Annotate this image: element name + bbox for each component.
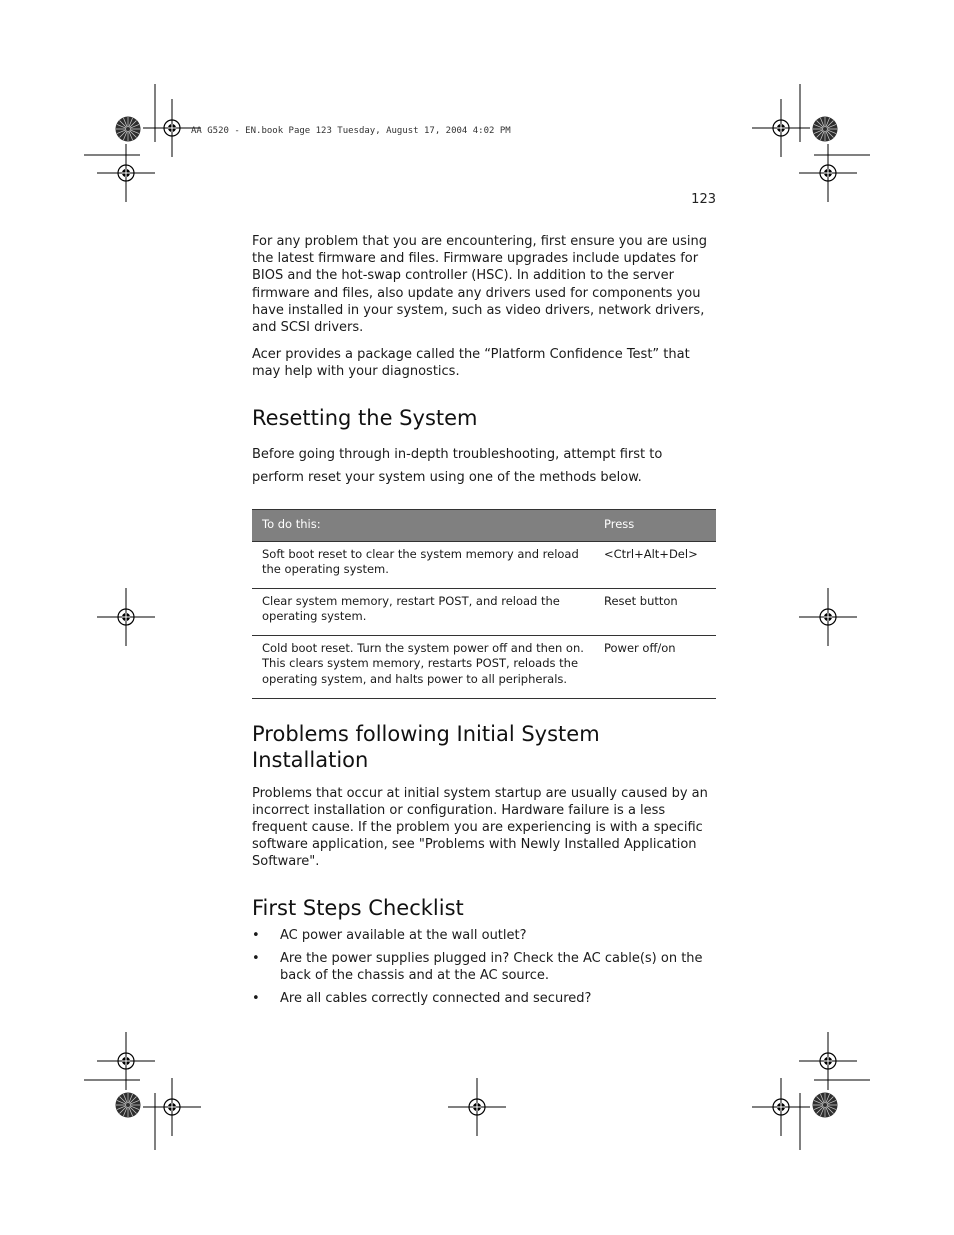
column-header-press: Press xyxy=(598,509,716,541)
page-number: 123 xyxy=(691,192,716,207)
list-item-text: Are the power supplies plugged in? Check the AC cable(s) on the back of the chassis and at the AC source. xyxy=(280,950,703,984)
reset-methods-table xyxy=(252,509,716,699)
list-item xyxy=(252,990,716,1007)
problems-paragraph: Problems that occur at initial system startup are usually caused by an incorrect installation or configuration. Hardware failure is a less frequent cause. If the problem you are experiencing is with a specific software application, see "Problems with Newly Installed Application Software". xyxy=(252,785,708,870)
bullet-glyph: • xyxy=(252,927,260,943)
page-content xyxy=(252,233,716,1013)
intro-paragraph-2: Acer provides a package called the “Platform Confidence Test” that may help with your diagnostics. xyxy=(252,347,690,380)
table-cell-action: Clear system memory, restart POST, and reload the operating system. xyxy=(252,588,598,635)
heading-resetting-system: Resetting the System xyxy=(252,405,478,430)
list-item xyxy=(252,950,716,984)
table-row xyxy=(252,588,716,635)
list-item-text: Are all cables correctly connected and secured? xyxy=(280,991,592,1007)
list-item xyxy=(252,927,716,944)
table-cell-press: <Ctrl+Alt+Del> xyxy=(598,541,716,588)
table-row xyxy=(252,635,716,698)
bullet-glyph: • xyxy=(252,991,260,1007)
table-cell-press: Power off/on xyxy=(598,635,716,698)
column-header-action: To do this: xyxy=(252,509,598,541)
table-cell-press: Reset button xyxy=(598,588,716,635)
first-steps-checklist xyxy=(252,927,716,1008)
table-cell-action: Cold boot reset. Turn the system power off and then on. This clears system memory, restarts POST, reloads the operating system, and halts power to all peripherals. xyxy=(252,635,598,698)
table-cell-action: Soft boot reset to clear the system memory and reload the operating system. xyxy=(252,541,598,588)
heading-first-steps: First Steps Checklist xyxy=(252,895,464,920)
print-slug: AA G520 - EN.book Page 123 Tuesday, August 17, 2004 4:02 PM xyxy=(191,126,511,136)
list-item-text: AC power available at the wall outlet? xyxy=(280,927,527,943)
heading-problems-installation: Problems following Initial System Installation xyxy=(252,721,600,772)
table-header-row xyxy=(252,509,716,541)
bullet-glyph: • xyxy=(252,950,260,966)
table-row xyxy=(252,541,716,588)
resetting-paragraph: Before going through in-depth troubleshooting, attempt first to perform reset your system using one of the methods below. xyxy=(252,446,663,485)
intro-paragraph-1: For any problem that you are encountering, first ensure you are using the latest firmware and files. Firmware upgrades include updates for BIOS and the hot-swap controller (HSC). In addition to the server firmware and files, also update any drivers used for components you have installed in your system, such as video drivers, network drivers, and SCSI drivers. xyxy=(252,234,707,336)
